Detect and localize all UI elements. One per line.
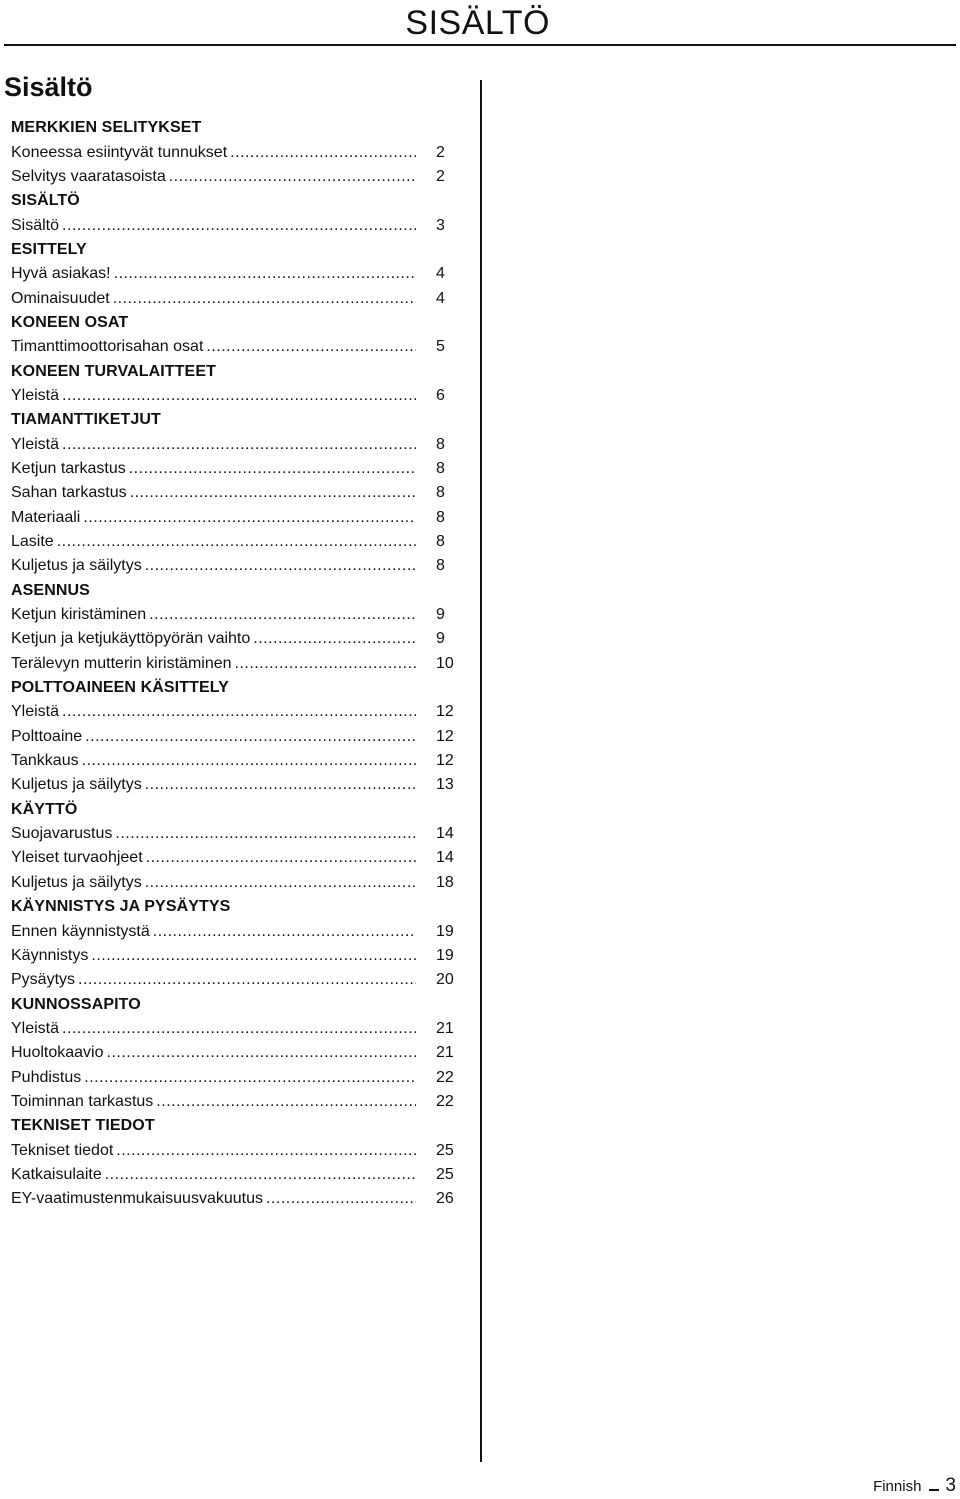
toc-entry-title: Kuljetus ja säilytys — [11, 776, 142, 794]
dot-leader — [62, 436, 416, 454]
toc-entry-page-number: 14 — [436, 849, 454, 867]
toc-entry-title: Selvitys vaaratasoista — [11, 167, 166, 185]
toc-entry — [11, 1138, 458, 1162]
toc-entry — [11, 432, 458, 456]
toc-entry — [11, 457, 458, 481]
toc-entry-title: Hyvä asiakas! — [11, 265, 111, 283]
toc-entry-title: Tekniset tiedot — [11, 1141, 114, 1159]
toc-entry-page-number: 8 — [436, 508, 445, 526]
toc-entry-page-number: 8 — [436, 533, 445, 551]
toc-entry-page-number: 8 — [436, 435, 445, 453]
toc-entry-title: Terälevyn mutterin kiristäminen — [11, 654, 232, 672]
toc-section-heading: KÄYTTÖ — [11, 800, 78, 818]
toc-entry — [11, 822, 458, 846]
toc-entry-page-number: 2 — [436, 143, 445, 161]
toc-section-heading: MERKKIEN SELITYKSET — [11, 119, 202, 137]
toc-entry-title: Koneessa esiintyvät tunnukset — [11, 143, 228, 161]
toc-entry — [11, 749, 458, 773]
toc-entry — [11, 1187, 458, 1211]
toc-entry-page-number: 18 — [436, 873, 454, 891]
dot-leader — [114, 265, 416, 283]
toc-section-heading: ESITTELY — [11, 240, 87, 258]
toc-entry-title: Ominaisuudet — [11, 289, 110, 307]
toc-entry — [11, 871, 458, 895]
toc-entry-page-number: 20 — [436, 971, 454, 989]
toc-entry-title: Timanttimoottorisahan osat — [11, 338, 204, 356]
toc-entry-page-number: 10 — [436, 654, 454, 672]
toc-entry-page-number: 4 — [436, 289, 445, 307]
dot-leader — [85, 728, 416, 746]
toc-entry — [11, 530, 458, 554]
toc-entry-title: Ketjun kiristäminen — [11, 606, 147, 624]
toc-entry-title: EY-vaatimustenmukaisuusvakuutus — [11, 1190, 263, 1208]
dot-leader — [253, 630, 416, 648]
toc-entry-page-number: 2 — [436, 167, 445, 185]
toc-entry — [11, 262, 458, 286]
toc-entry-page-number: 9 — [436, 606, 445, 624]
toc-entry-page-number: 8 — [436, 557, 445, 575]
toc-entry-page-number: 19 — [436, 922, 454, 940]
section-title: Sisältö — [4, 72, 93, 102]
toc-entry — [11, 286, 458, 310]
dot-leader — [84, 1069, 416, 1087]
toc-entry — [11, 506, 458, 530]
toc-section-heading: KONEEN TURVALAITTEET — [11, 362, 216, 380]
toc-entry-page-number: 25 — [436, 1141, 454, 1159]
toc-entry-page-number: 26 — [436, 1190, 454, 1208]
toc-entry-page-number: 14 — [436, 825, 454, 843]
toc-entry-page-number: 21 — [436, 1019, 454, 1037]
toc-entry-title: Yleistä — [11, 1019, 60, 1037]
toc-section-heading: SISÄLTÖ — [11, 192, 80, 210]
toc-entry-title: Yleistä — [11, 703, 60, 721]
toc-entry-page-number: 5 — [436, 338, 445, 356]
dot-leader — [146, 849, 416, 867]
dot-leader — [82, 752, 416, 770]
toc-entry — [11, 919, 458, 943]
dot-leader — [149, 606, 416, 624]
toc-entry — [11, 944, 458, 968]
toc-entry-title: Suojavarustus — [11, 825, 113, 843]
footer-page-number: 3 — [945, 1475, 956, 1496]
toc-entry-title: Polttoaine — [11, 727, 83, 745]
toc-entry-page-number: 3 — [436, 216, 445, 234]
toc-section-heading: KONEEN OSAT — [11, 313, 129, 331]
toc-entry-page-number: 21 — [436, 1044, 454, 1062]
dot-leader — [115, 825, 416, 843]
toc-entry-page-number: 13 — [436, 776, 454, 794]
toc-entry — [11, 700, 458, 724]
dot-leader — [57, 533, 416, 551]
dot-leader — [206, 338, 416, 356]
toc-entry-title: Kuljetus ja säilytys — [11, 557, 142, 575]
dot-leader — [62, 217, 416, 235]
toc-section-heading: POLTTOAINEEN KÄSITTELY — [11, 679, 229, 697]
toc-entry-title: Materiaali — [11, 508, 81, 526]
table-of-contents — [11, 116, 458, 1211]
toc-entry-title: Puhdistus — [11, 1068, 82, 1086]
toc-entry — [11, 335, 458, 359]
dot-leader — [153, 923, 416, 941]
dot-leader — [62, 703, 416, 721]
page-header-title: SISÄLTÖ — [405, 4, 550, 42]
dot-leader — [62, 387, 416, 405]
toc-entry — [11, 603, 458, 627]
toc-entry-title: Ennen käynnistystä — [11, 922, 150, 940]
toc-entry — [11, 165, 458, 189]
dot-leader — [145, 874, 416, 892]
toc-section-heading: ASENNUS — [11, 581, 90, 599]
toc-entry — [11, 652, 458, 676]
toc-entry-page-number: 12 — [436, 727, 454, 745]
toc-entry-title: Yleistä — [11, 386, 60, 404]
toc-entry-title: Ketjun tarkastus — [11, 459, 126, 477]
toc-entry-title: Pysäytys — [11, 971, 76, 989]
toc-entry — [11, 846, 458, 870]
toc-entry-title: Huoltokaavio — [11, 1044, 104, 1062]
toc-entry-title: Ketjun ja ketjukäyttöpyörän vaihto — [11, 630, 251, 648]
toc-entry-title: Katkaisulaite — [11, 1165, 102, 1183]
toc-entry-page-number: 12 — [436, 703, 454, 721]
toc-entry-title: Tankkaus — [11, 752, 79, 770]
toc-entry-page-number: 12 — [436, 752, 454, 770]
toc-section-heading: KUNNOSSAPITO — [11, 995, 141, 1013]
toc-entry-page-number: 22 — [436, 1068, 454, 1086]
dot-leader — [266, 1190, 416, 1208]
toc-entry-title: Sahan tarkastus — [11, 484, 127, 502]
toc-entry — [11, 1017, 458, 1041]
toc-entry-title: Yleistä — [11, 435, 60, 453]
header-rule — [4, 44, 956, 46]
dot-leader — [130, 484, 416, 502]
toc-entry — [11, 1163, 458, 1187]
dot-leader — [156, 1093, 416, 1111]
toc-entry-page-number: 8 — [436, 459, 445, 477]
toc-entry-title: Kuljetus ja säilytys — [11, 873, 142, 891]
toc-entry-page-number: 4 — [436, 265, 445, 283]
toc-entry — [11, 384, 458, 408]
dot-leader — [169, 168, 416, 186]
toc-entry — [11, 481, 458, 505]
toc-entry — [11, 1090, 458, 1114]
toc-entry — [11, 140, 458, 164]
footer-language: Finnish — [873, 1478, 922, 1495]
dot-leader — [91, 947, 416, 965]
toc-section-heading: TIAMANTTIKETJUT — [11, 411, 161, 429]
toc-entry-title: Lasite — [11, 533, 54, 551]
toc-entry — [11, 773, 458, 797]
toc-entry — [11, 627, 458, 651]
toc-entry-page-number: 22 — [436, 1092, 454, 1110]
toc-entry-page-number: 25 — [436, 1165, 454, 1183]
toc-entry — [11, 213, 458, 237]
toc-entry-title: Yleiset turvaohjeet — [11, 849, 143, 867]
dot-leader — [235, 655, 416, 673]
toc-entry-title: Sisältö — [11, 216, 60, 234]
column-divider — [480, 80, 482, 1462]
dot-leader — [230, 144, 416, 162]
toc-entry-page-number: 19 — [436, 946, 454, 964]
toc-entry — [11, 554, 458, 578]
toc-entry-title: Toiminnan tarkastus — [11, 1092, 154, 1110]
toc-entry — [11, 1041, 458, 1065]
dot-leader — [145, 557, 416, 575]
toc-entry — [11, 725, 458, 749]
toc-entry-title: Käynnistys — [11, 946, 89, 964]
dot-leader — [107, 1044, 417, 1062]
dot-leader — [83, 509, 416, 527]
toc-entry-page-number: 6 — [436, 386, 445, 404]
toc-section-heading: TEKNISET TIEDOT — [11, 1117, 155, 1135]
dot-leader — [113, 290, 416, 308]
toc-entry-page-number: 8 — [436, 484, 445, 502]
dot-leader — [62, 1020, 416, 1038]
dot-leader — [78, 971, 416, 989]
dot-leader — [129, 460, 416, 478]
dot-leader — [105, 1166, 416, 1184]
footer-separator — [929, 1489, 939, 1491]
toc-entry — [11, 968, 458, 992]
toc-section-heading: KÄYNNISTYS JA PYSÄYTYS — [11, 898, 231, 916]
toc-entry-page-number: 9 — [436, 630, 445, 648]
page-footer — [873, 1475, 956, 1497]
dot-leader — [116, 1142, 416, 1160]
toc-entry — [11, 1065, 458, 1089]
dot-leader — [145, 776, 416, 794]
